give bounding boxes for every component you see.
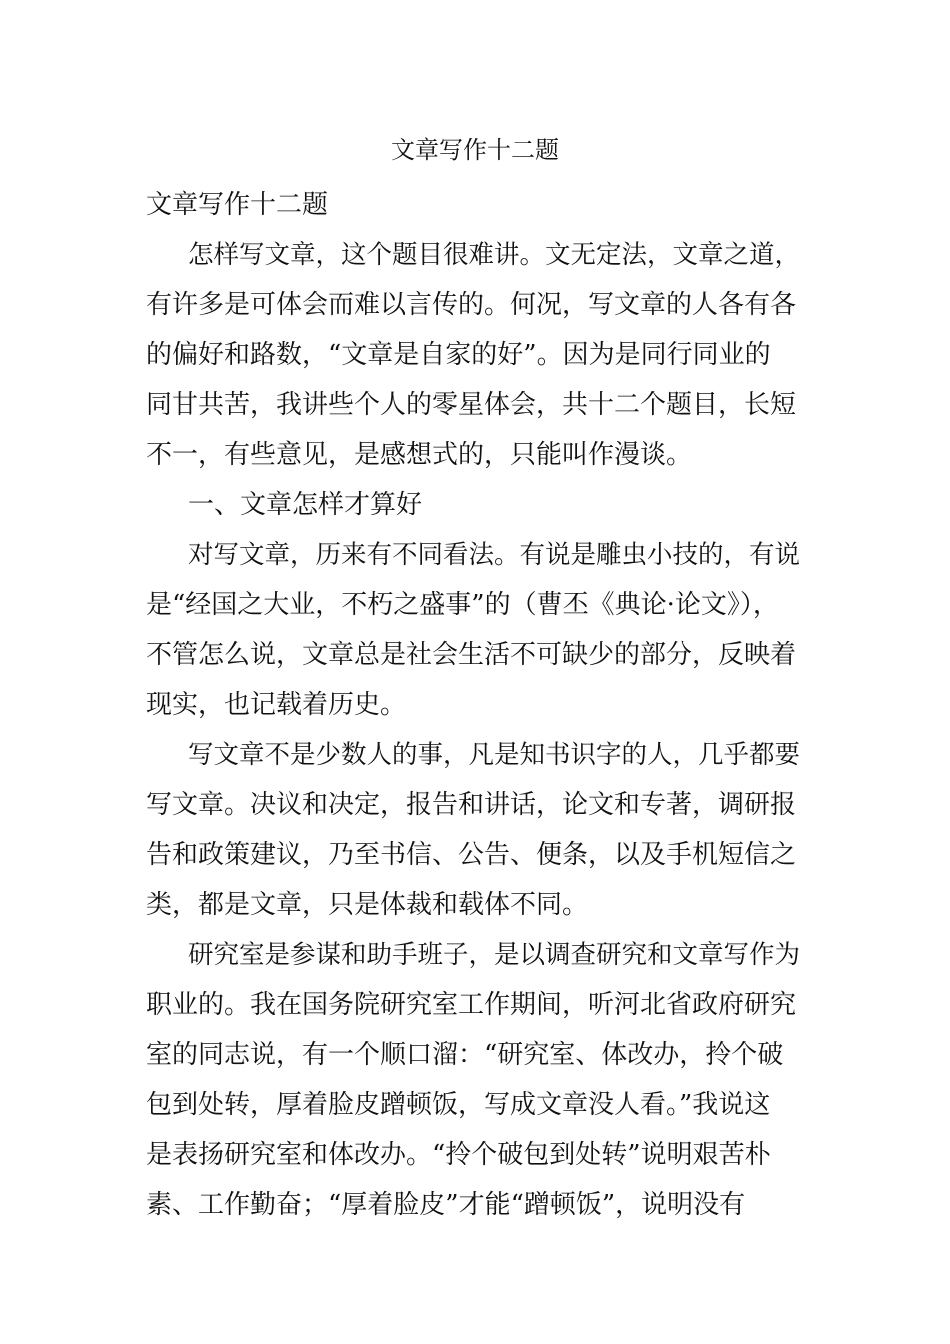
document-title: 文章写作十二题 bbox=[391, 136, 559, 164]
text-line: 是“经国之大业，不朽之盛事”的（曹丕《典论·论文》）， bbox=[146, 590, 779, 620]
text-line: 职业的。我在国务院研究室工作期间，听河北省政府研究 bbox=[146, 990, 797, 1020]
text-line: 室的同志说，有一个顺口溜：“研究室、体改办，拎个破 bbox=[146, 1040, 784, 1070]
text-line: 有许多是可体会而难以言传的。何况，写文章的人各有各 bbox=[146, 290, 797, 320]
text-line: 研究室是参谋和助手班子，是以调查研究和文章写作为 bbox=[188, 940, 801, 970]
text-line: 类，都是文章，只是体裁和载体不同。 bbox=[146, 890, 589, 920]
text-line: 现实，也记载着历史。 bbox=[146, 690, 407, 720]
text-line: 是表扬研究室和体改办。“拎个破包到处转”说明艰苦朴 bbox=[146, 1140, 771, 1170]
text-line: 怎样写文章，这个题目很难讲。文无定法，文章之道， bbox=[188, 240, 801, 270]
text-line: 对写文章，历来有不同看法。有说是雕虫小技的，有说 bbox=[188, 540, 801, 570]
document-body bbox=[146, 180, 810, 1230]
text-line: 素、工作勤奋；“厚着脸皮”才能“蹭顿饭”，说明没有 bbox=[146, 1190, 746, 1220]
text-line: 同甘共苦，我讲些个人的零星体会，共十二个题目，长短 bbox=[146, 390, 797, 420]
text-line: 的偏好和路数，“文章是自家的好”。因为是同行同业的 bbox=[146, 340, 771, 370]
text-line: 写文章不是少数人的事，凡是知书识字的人，几乎都要 bbox=[188, 740, 801, 770]
text-line: 写文章。决议和决定，报告和讲话，论文和专著，调研报 bbox=[146, 790, 797, 820]
text-line: 不管怎么说，文章总是社会生活不可缺少的部分，反映着 bbox=[146, 640, 797, 670]
text-line: 一、文章怎样才算好 bbox=[188, 490, 423, 520]
text-line: 不一，有些意见，是感想式的，只能叫作漫谈。 bbox=[146, 440, 693, 470]
text-line: 文章写作十二题 bbox=[146, 190, 329, 220]
text-line: 告和政策建议，乃至书信、公告、便条，以及手机短信之 bbox=[146, 840, 797, 870]
text-line: 包到处转，厚着脸皮蹭顿饭，写成文章没人看。”我说这 bbox=[146, 1090, 771, 1120]
